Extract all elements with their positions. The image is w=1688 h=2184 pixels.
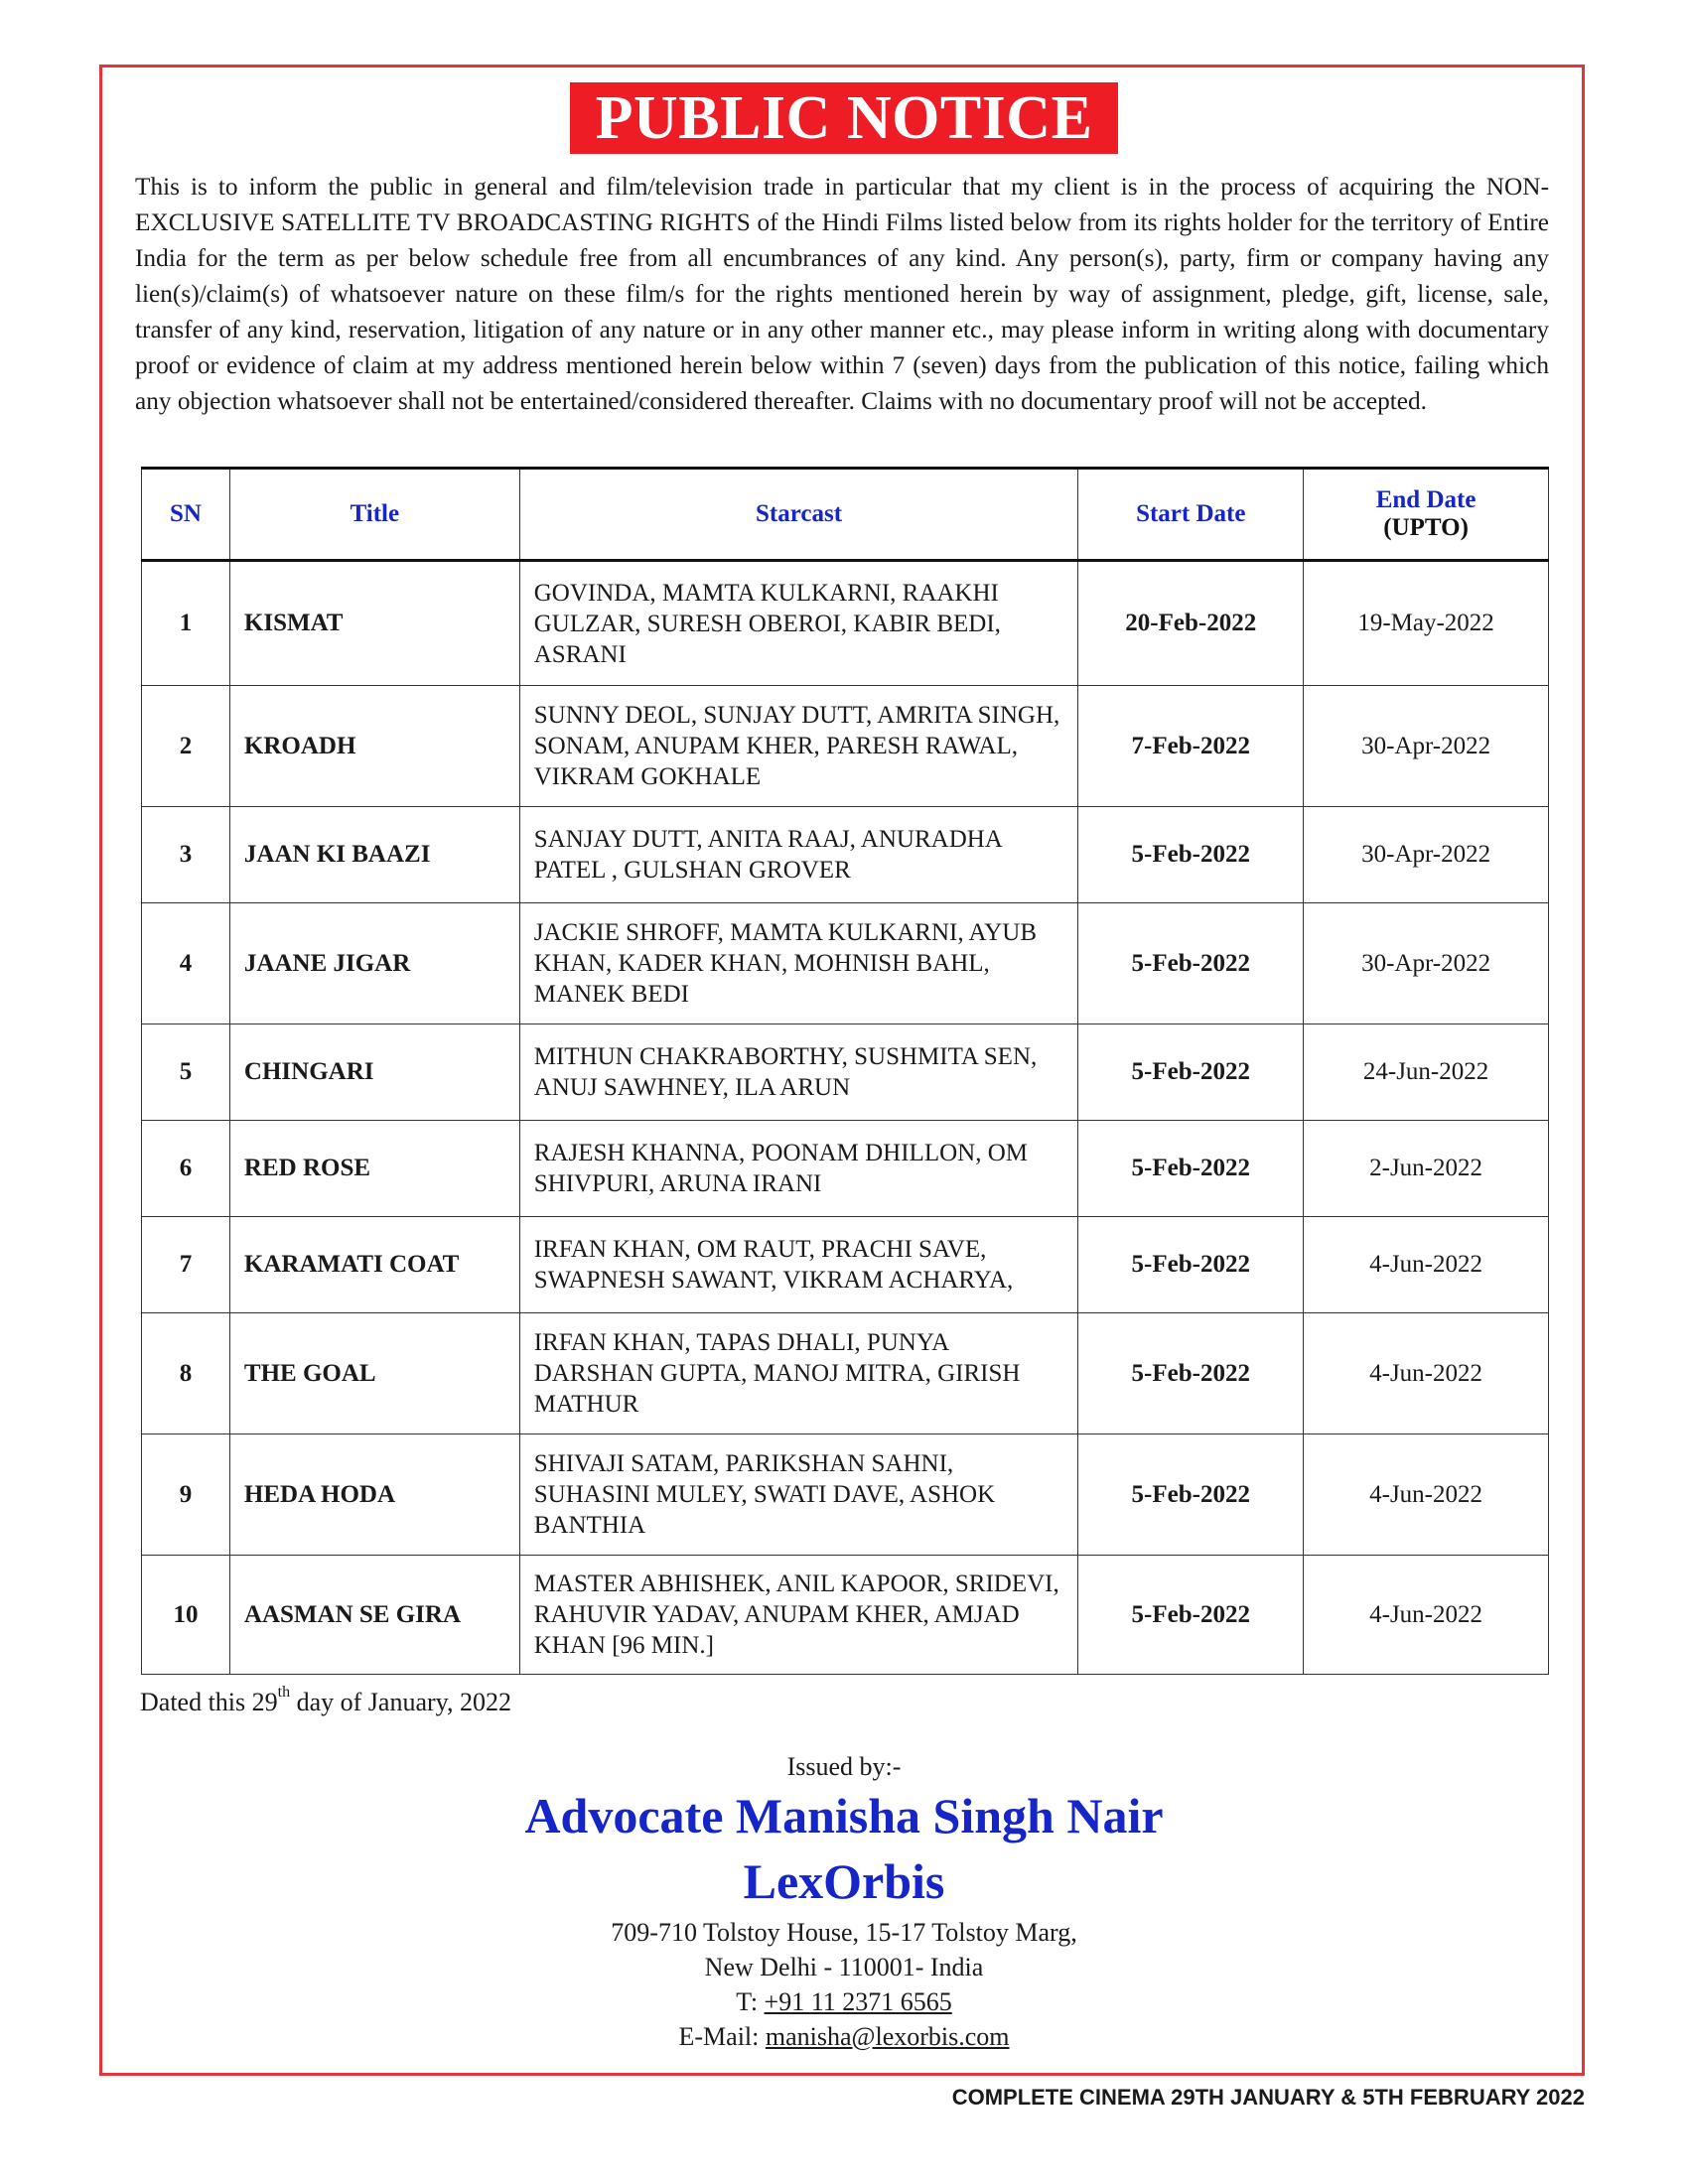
publication-footer: COMPLETE CINEMA 29TH JANUARY & 5TH FEBRUARY 2022 — [951, 2085, 1585, 2110]
dated-prefix: Dated this 29 — [140, 1688, 278, 1716]
header-end-date — [1304, 469, 1549, 561]
table-row — [142, 807, 1549, 903]
cell-end-date: 4-Jun-2022 — [1304, 1434, 1549, 1556]
cell-starcast: SHIVAJI SATAM, PARIKSHAN SAHNI, SUHASINI MULEY, SWATI DAVE, ASHOK BANTHIA — [519, 1434, 1078, 1556]
phone-label: T: — [736, 1987, 765, 2016]
cell-start-date: 5-Feb-2022 — [1078, 1313, 1304, 1434]
cell-title: KARAMATI COAT — [229, 1217, 519, 1313]
table-row — [142, 903, 1549, 1024]
cell-end-date: 30-Apr-2022 — [1304, 807, 1549, 903]
cell-start-date: 7-Feb-2022 — [1078, 686, 1304, 807]
dated-ordinal: th — [277, 1684, 291, 1701]
table-row — [142, 561, 1549, 686]
table-row — [142, 1121, 1549, 1217]
dated-line — [140, 1684, 511, 1717]
notice-title: PUBLIC NOTICE — [570, 82, 1118, 154]
cell-sn: 9 — [142, 1434, 230, 1556]
address-line-1: 709-710 Tolstoy House, 15-17 Tolstoy Marg, — [611, 1918, 1077, 1947]
cell-sn: 7 — [142, 1217, 230, 1313]
cell-start-date: 5-Feb-2022 — [1078, 1556, 1304, 1675]
table-row — [142, 1434, 1549, 1556]
cell-end-date: 19-May-2022 — [1304, 561, 1549, 686]
header-starcast: Starcast — [519, 469, 1078, 561]
cell-title: KISMAT — [229, 561, 519, 686]
table-header-row — [142, 469, 1549, 561]
cell-starcast: RAJESH KHANNA, POONAM DHILLON, OM SHIVPURI, ARUNA IRANI — [519, 1121, 1078, 1217]
cell-sn: 6 — [142, 1121, 230, 1217]
table-row — [142, 1024, 1549, 1121]
cell-sn: 4 — [142, 903, 230, 1024]
cell-starcast: IRFAN KHAN, OM RAUT, PRACHI SAVE, SWAPNESH SAWANT, VIKRAM ACHARYA, — [519, 1217, 1078, 1313]
cell-start-date: 20-Feb-2022 — [1078, 561, 1304, 686]
cell-sn: 10 — [142, 1556, 230, 1675]
advocate-name: Advocate Manisha Singh Nair — [524, 1788, 1164, 1843]
cell-start-date: 5-Feb-2022 — [1078, 1217, 1304, 1313]
cell-sn: 5 — [142, 1024, 230, 1121]
cell-title: HEDA HODA — [229, 1434, 519, 1556]
cell-sn: 3 — [142, 807, 230, 903]
cell-start-date: 5-Feb-2022 — [1078, 1121, 1304, 1217]
table-row — [142, 1313, 1549, 1434]
header-start-date: Start Date — [1078, 469, 1304, 561]
cell-title: JAAN KI BAAZI — [229, 807, 519, 903]
header-end-date-label: End Date — [1375, 486, 1477, 513]
cell-end-date: 30-Apr-2022 — [1304, 686, 1549, 807]
cell-starcast: MASTER ABHISHEK, ANIL KAPOOR, SRIDEVI, RAHUVIR YADAV, ANUPAM KHER, AMJAD KHAN [96 MIN.] — [519, 1556, 1078, 1675]
cell-sn: 8 — [142, 1313, 230, 1434]
email-link[interactable]: manisha@lexorbis.com — [765, 2022, 1010, 2051]
notice-body: This is to inform the public in general and film/television trade in particular that my client is in the process of acquiring the NON-EXCLUSIVE SATELLITE TV BROADCASTING RIGHTS of the Hindi Films listed below from its rights holder for the territory of Entire India for the term as per below schedule free from all encumbrances of any kind. Any person(s), party, firm or company having any lien(s)/claim(s) of whatsoever nature on these film/s for the rights mentioned herein by way of assignment, pledge, gift, license, sale, transfer of any kind, reservation, litigation of any nature or in any other manner etc., may please inform in writing along with documentary proof or evidence of claim at my address mentioned herein below within 7 (seven) days from the publication of this notice, failing which any objection whatsoever shall not be entertained/considered thereafter. Claims with no documentary proof will not be accepted. — [135, 173, 1549, 415]
cell-title: AASMAN SE GIRA — [229, 1556, 519, 1675]
cell-start-date: 5-Feb-2022 — [1078, 1024, 1304, 1121]
header-title: Title — [229, 469, 519, 561]
cell-end-date: 4-Jun-2022 — [1304, 1313, 1549, 1434]
cell-end-date: 24-Jun-2022 — [1304, 1024, 1549, 1121]
cell-starcast: SANJAY DUTT, ANITA RAAJ, ANURADHA PATEL , GULSHAN GROVER — [519, 807, 1078, 903]
cell-starcast: MITHUN CHAKRABORTHY, SUSHMITA SEN, ANUJ SAWHNEY, ILA ARUN — [519, 1024, 1078, 1121]
phone-line — [0, 1987, 1688, 2017]
address-line-2: New Delhi - 110001- India — [704, 1953, 984, 1981]
cell-start-date: 5-Feb-2022 — [1078, 807, 1304, 903]
email-label: E-Mail: — [678, 2022, 766, 2051]
cell-sn: 1 — [142, 561, 230, 686]
cell-end-date: 2-Jun-2022 — [1304, 1121, 1549, 1217]
cell-end-date: 30-Apr-2022 — [1304, 903, 1549, 1024]
cell-sn: 2 — [142, 686, 230, 807]
header-sn: SN — [142, 469, 230, 561]
issued-by-label: Issued by:- — [786, 1752, 902, 1781]
cell-start-date: 5-Feb-2022 — [1078, 903, 1304, 1024]
table-row — [142, 1217, 1549, 1313]
firm-name: LexOrbis — [743, 1853, 945, 1909]
cell-starcast: IRFAN KHAN, TAPAS DHALI, PUNYA DARSHAN GUPTA, MANOJ MITRA, GIRISH MATHUR — [519, 1313, 1078, 1434]
cell-title: KROADH — [229, 686, 519, 807]
table-row — [142, 1556, 1549, 1675]
cell-title: RED ROSE — [229, 1121, 519, 1217]
cell-starcast: GOVINDA, MAMTA KULKARNI, RAAKHI GULZAR, SURESH OBEROI, KABIR BEDI, ASRANI — [519, 561, 1078, 686]
phone-link[interactable]: +91 11 2371 6565 — [764, 1987, 952, 2016]
cell-title: JAANE JIGAR — [229, 903, 519, 1024]
cell-starcast: SUNNY DEOL, SUNJAY DUTT, AMRITA SINGH, SONAM, ANUPAM KHER, PARESH RAWAL, VIKRAM GOKHALE — [519, 686, 1078, 807]
cell-title: THE GOAL — [229, 1313, 519, 1434]
dated-suffix: day of January, 2022 — [290, 1688, 511, 1716]
cell-starcast: JACKIE SHROFF, MAMTA KULKARNI, AYUB KHAN, KADER KHAN, MOHNISH BAHL, MANEK BEDI — [519, 903, 1078, 1024]
table-row — [142, 686, 1549, 807]
cell-end-date: 4-Jun-2022 — [1304, 1217, 1549, 1313]
cell-title: CHINGARI — [229, 1024, 519, 1121]
films-table — [141, 467, 1549, 1675]
cell-end-date: 4-Jun-2022 — [1304, 1556, 1549, 1675]
email-line — [0, 2022, 1688, 2052]
cell-start-date: 5-Feb-2022 — [1078, 1434, 1304, 1556]
header-end-date-upto: (UPTO) — [1383, 514, 1469, 541]
